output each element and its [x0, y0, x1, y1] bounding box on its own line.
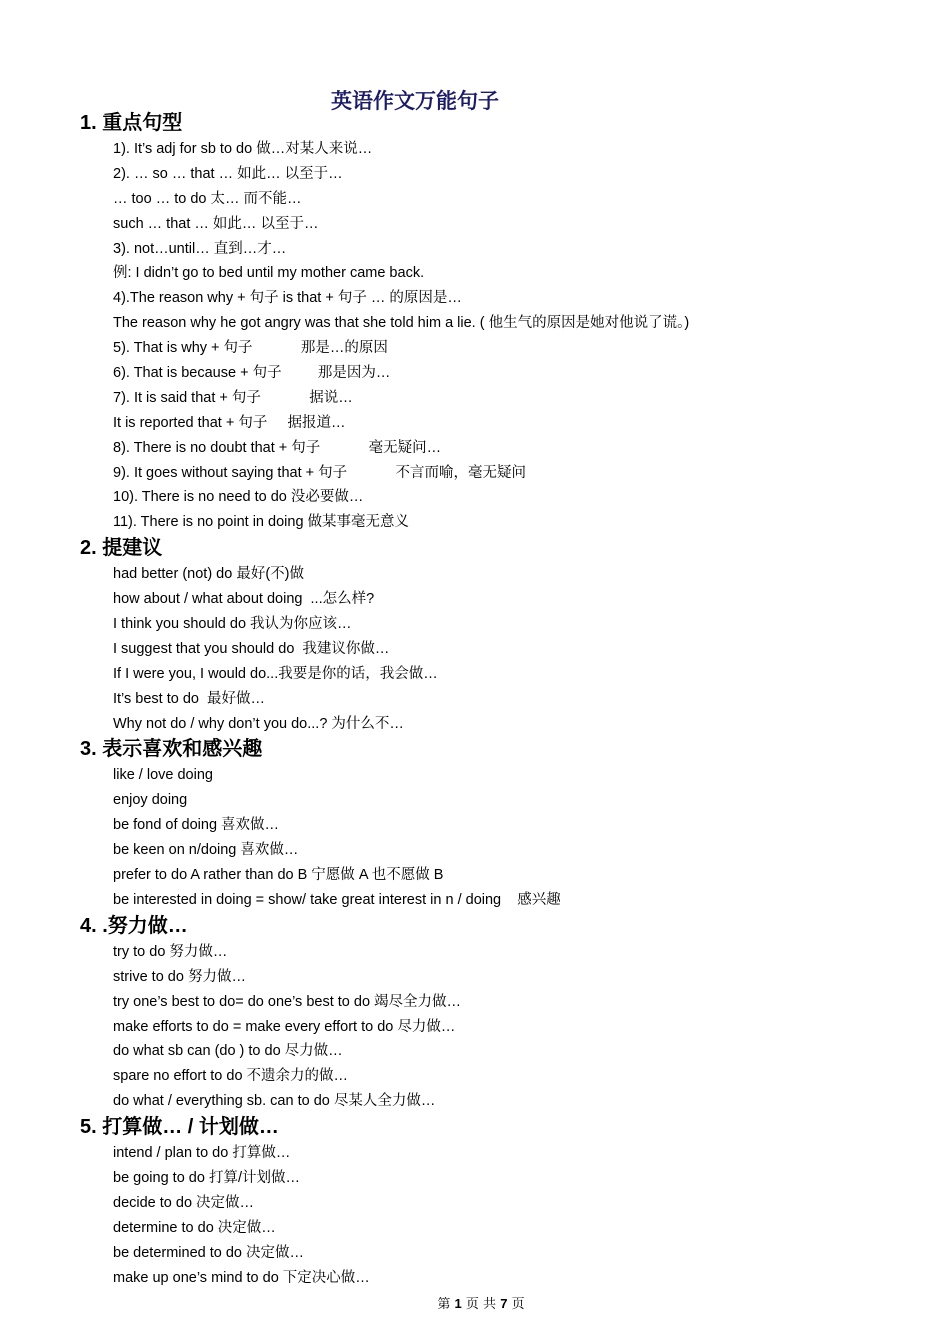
list-item: had better (not) do 最好(不)做	[113, 566, 304, 583]
list-item: The reason why he got angry was that she told him a lie. ( 他生气的原因是她对他说了谎。)	[113, 315, 690, 332]
list-item: 3). not…until… 直到…才…	[113, 240, 287, 257]
document-body	[80, 110, 900, 1290]
section-heading: 2. 提建议	[80, 537, 163, 560]
list-item: such … that … 如此… 以至于…	[113, 215, 319, 232]
list-item: 例: I didn’t go to bed until my mother came back.	[113, 265, 425, 282]
section-key-sentence-patterns	[80, 110, 900, 535]
list-item: It is reported that + 句子 据报道…	[113, 414, 346, 431]
list-item: 11). There is no point in doing 做某事毫无意义	[113, 514, 410, 531]
list-item: how about / what about doing ...怎么样?	[113, 591, 375, 608]
list-item: be keen on n/doing 喜欢做…	[113, 842, 299, 859]
list-item: It’s best to do 最好做…	[113, 690, 266, 707]
list-item: strive to do 努力做…	[113, 968, 246, 985]
list-item: make up one’s mind to do 下定决心做…	[113, 1269, 370, 1286]
list-item: Why not do / why don’t you do...? 为什么不…	[113, 715, 404, 732]
section-suggestions	[80, 535, 900, 736]
list-item: I suggest that you should do 我建议你做…	[113, 640, 390, 657]
list-item: I think you should do 我认为你应该…	[113, 616, 352, 633]
footer-suffix: 页	[511, 1297, 525, 1312]
list-item: be interested in doing = show/ take great interest in n / doing 感兴趣	[113, 891, 561, 908]
list-item: do what sb can (do ) to do 尽力做…	[113, 1043, 343, 1060]
section-likes-interests	[80, 736, 900, 912]
page-total: 7	[500, 1296, 508, 1311]
list-item: 10). There is no need to do 没必要做…	[113, 489, 364, 506]
list-item: be going to do 打算/计划做…	[113, 1169, 300, 1186]
page-title: 英语作文万能句子	[331, 90, 499, 113]
list-item: enjoy doing	[113, 792, 188, 809]
section-heading: 4. .努力做…	[80, 914, 188, 937]
section-heading: 1. 重点句型	[80, 112, 183, 134]
list-item: intend / plan to do 打算做…	[113, 1145, 291, 1162]
footer-prefix: 第	[437, 1297, 451, 1312]
list-item: 7). It is said that + 句子 据说…	[113, 389, 353, 406]
list-item: try to do 努力做…	[113, 943, 228, 960]
page-number: 1	[454, 1296, 462, 1311]
list-item: make efforts to do = make every effort to do 尽力做…	[113, 1018, 456, 1035]
list-item: 1). It’s adj for sb to do 做…对某人来说…	[113, 141, 373, 157]
list-item: do what / everything sb. can to do 尽某人全力做…	[113, 1093, 436, 1110]
list-item: determine to do 决定做…	[113, 1219, 276, 1236]
list-item: be fond of doing 喜欢做…	[113, 817, 280, 834]
section-efforts	[80, 913, 900, 1114]
list-item: If I were you, I would do...我要是你的话，我会做…	[113, 665, 438, 682]
list-item: 5). That is why + 句子 那是…的原因	[113, 340, 388, 357]
section-heading: 5. 打算做… / 计划做…	[80, 1116, 279, 1139]
list-item: be determined to do 决定做…	[113, 1244, 305, 1261]
section-plans	[80, 1114, 900, 1290]
list-item: prefer to do A rather than do B 宁愿做 A 也不愿做 B	[113, 867, 444, 884]
list-item: 8). There is no doubt that + 句子 毫无疑问…	[113, 439, 442, 456]
list-item: … too … to do 太… 而不能…	[113, 190, 302, 207]
list-item: 9). It goes without saying that + 句子 不言而喻，毫无疑问	[113, 464, 526, 481]
list-item: spare no effort to do 不遗余力的做…	[113, 1068, 349, 1085]
list-item: 2). … so … that … 如此… 以至于…	[113, 165, 343, 182]
list-item: try one’s best to do= do one’s best to do 竭尽全力做…	[113, 993, 462, 1010]
page-footer	[0, 1293, 950, 1312]
list-item: 4).The reason why + 句子 is that + 句子 … 的原因是…	[113, 290, 462, 307]
list-item: like / love doing	[113, 767, 213, 784]
list-item: decide to do 决定做…	[113, 1194, 255, 1211]
section-heading: 3. 表示喜欢和感兴趣	[80, 738, 263, 761]
list-item: 6). That is because + 句子 那是因为…	[113, 365, 391, 382]
footer-middle: 页 共	[465, 1297, 497, 1312]
